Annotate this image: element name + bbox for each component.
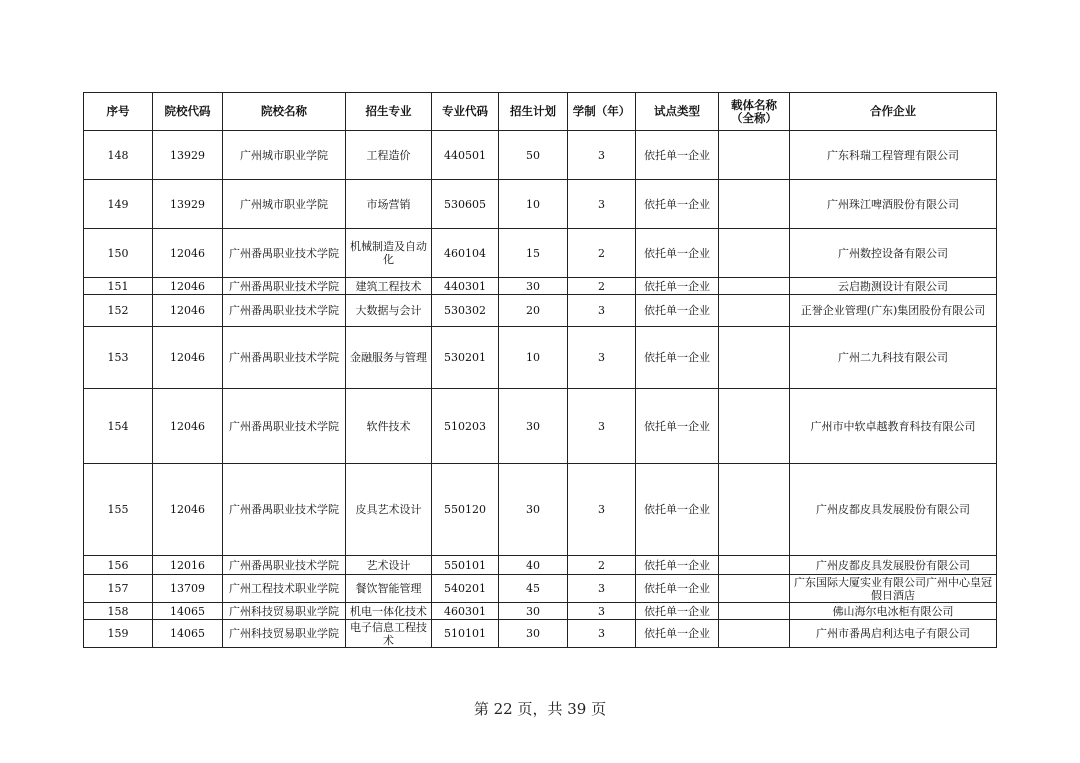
cell-school-code: 13709 [153,575,223,603]
cell-index: 159 [84,620,153,648]
cell-index: 153 [84,327,153,389]
cell-carrier-name [719,464,790,556]
cell-enrollment-plan: 30 [499,464,568,556]
col-header-index: 序号 [84,93,153,131]
cell-school-code: 12046 [153,229,223,278]
cell-major: 市场营销 [346,180,432,229]
cell-pilot-type: 依托单一企业 [636,620,719,648]
cell-major: 皮具艺术设计 [346,464,432,556]
cell-school-code: 14065 [153,620,223,648]
cell-school-name: 广州番禺职业技术学院 [223,556,346,575]
col-header-pilot-type: 试点类型 [636,93,719,131]
cell-enrollment-plan: 40 [499,556,568,575]
cell-enrollment-plan: 30 [499,389,568,464]
cell-duration: 2 [568,229,636,278]
cell-school-name: 广州城市职业学院 [223,180,346,229]
cell-partner-company: 广州二九科技有限公司 [790,327,997,389]
cell-pilot-type: 依托单一企业 [636,131,719,180]
cell-duration: 2 [568,278,636,295]
cell-index: 157 [84,575,153,603]
cell-duration: 3 [568,131,636,180]
cell-duration: 2 [568,556,636,575]
cell-school-name: 广州科技贸易职业学院 [223,620,346,648]
cell-school-name: 广州科技贸易职业学院 [223,603,346,620]
table-row [84,229,997,278]
cell-major-code: 530302 [432,295,499,327]
table-row [84,327,997,389]
table-row [84,464,997,556]
cell-major: 餐饮智能管理 [346,575,432,603]
cell-major-code: 510203 [432,389,499,464]
cell-major: 软件技术 [346,389,432,464]
cell-carrier-name [719,327,790,389]
cell-school-code: 12046 [153,464,223,556]
cell-enrollment-plan: 10 [499,180,568,229]
cell-school-name: 广州城市职业学院 [223,131,346,180]
cell-partner-company: 广州市番禺启利达电子有限公司 [790,620,997,648]
table-row [84,620,997,648]
cell-major-code: 530201 [432,327,499,389]
cell-enrollment-plan: 30 [499,603,568,620]
col-header-major: 招生专业 [346,93,432,131]
cell-school-code: 13929 [153,180,223,229]
cell-carrier-name [719,389,790,464]
cell-carrier-name [719,131,790,180]
cell-index: 155 [84,464,153,556]
cell-partner-company: 广州皮都皮具发展股份有限公司 [790,464,997,556]
cell-index: 148 [84,131,153,180]
cell-carrier-name [719,556,790,575]
cell-major: 金融服务与管理 [346,327,432,389]
cell-carrier-name [719,295,790,327]
cell-pilot-type: 依托单一企业 [636,229,719,278]
cell-pilot-type: 依托单一企业 [636,295,719,327]
cell-major-code: 460104 [432,229,499,278]
col-header-partner-company: 合作企业 [790,93,997,131]
cell-pilot-type: 依托单一企业 [636,464,719,556]
cell-major-code: 550101 [432,556,499,575]
col-header-carrier-name: 载体名称（全称） [719,93,790,131]
cell-partner-company: 广州皮都皮具发展股份有限公司 [790,556,997,575]
cell-enrollment-plan: 20 [499,295,568,327]
cell-index: 156 [84,556,153,575]
cell-school-code: 12046 [153,327,223,389]
cell-carrier-name [719,603,790,620]
cell-major-code: 440301 [432,278,499,295]
cell-school-code: 12046 [153,278,223,295]
col-header-duration: 学制（年） [568,93,636,131]
cell-school-code: 12046 [153,389,223,464]
cell-partner-company: 广州珠江啤酒股份有限公司 [790,180,997,229]
cell-pilot-type: 依托单一企业 [636,603,719,620]
cell-duration: 3 [568,575,636,603]
cell-duration: 3 [568,603,636,620]
cell-major-code: 440501 [432,131,499,180]
cell-school-name: 广州番禺职业技术学院 [223,278,346,295]
cell-duration: 3 [568,295,636,327]
cell-major-code: 550120 [432,464,499,556]
cell-index: 149 [84,180,153,229]
cell-major-code: 510101 [432,620,499,648]
cell-index: 154 [84,389,153,464]
cell-enrollment-plan: 45 [499,575,568,603]
cell-index: 150 [84,229,153,278]
cell-major-code: 530605 [432,180,499,229]
cell-partner-company: 正誉企业管理(广东)集团股份有限公司 [790,295,997,327]
cell-partner-company: 广州数控设备有限公司 [790,229,997,278]
cell-school-name: 广州番禺职业技术学院 [223,389,346,464]
cell-pilot-type: 依托单一企业 [636,389,719,464]
cell-school-code: 14065 [153,603,223,620]
cell-major: 工程造价 [346,131,432,180]
cell-school-code: 13929 [153,131,223,180]
cell-major-code: 540201 [432,575,499,603]
table-row [84,575,997,603]
cell-duration: 3 [568,464,636,556]
cell-duration: 3 [568,620,636,648]
cell-duration: 3 [568,389,636,464]
cell-school-name: 广州番禺职业技术学院 [223,229,346,278]
col-header-school-code: 院校代码 [153,93,223,131]
cell-pilot-type: 依托单一企业 [636,327,719,389]
col-header-enrollment-plan: 招生计划 [499,93,568,131]
cell-partner-company: 广州市中软卓越教育科技有限公司 [790,389,997,464]
cell-index: 158 [84,603,153,620]
cell-index: 152 [84,295,153,327]
cell-pilot-type: 依托单一企业 [636,278,719,295]
cell-enrollment-plan: 50 [499,131,568,180]
cell-major: 艺术设计 [346,556,432,575]
cell-major: 机械制造及自动化 [346,229,432,278]
cell-duration: 3 [568,180,636,229]
cell-school-name: 广州番禺职业技术学院 [223,327,346,389]
page-footer: 第 22 页，共 39 页 [473,700,607,718]
cell-partner-company: 广东科瑞工程管理有限公司 [790,131,997,180]
table-row [84,389,997,464]
cell-carrier-name [719,180,790,229]
cell-partner-company: 佛山海尔电冰柜有限公司 [790,603,997,620]
cell-major: 大数据与会计 [346,295,432,327]
table-row [84,295,997,327]
cell-major: 建筑工程技术 [346,278,432,295]
table-row [84,556,997,575]
cell-pilot-type: 依托单一企业 [636,556,719,575]
cell-major: 电子信息工程技术 [346,620,432,648]
col-header-major-code: 专业代码 [432,93,499,131]
col-header-school-name: 院校名称 [223,93,346,131]
cell-major: 机电一体化技术 [346,603,432,620]
cell-major-code: 460301 [432,603,499,620]
cell-carrier-name [719,278,790,295]
cell-pilot-type: 依托单一企业 [636,575,719,603]
cell-school-name: 广州番禺职业技术学院 [223,464,346,556]
cell-school-name: 广州工程技术职业学院 [223,575,346,603]
header-row [84,93,997,131]
table-row [84,278,997,295]
cell-index: 151 [84,278,153,295]
cell-partner-company: 广东国际大厦实业有限公司广州中心皇冠假日酒店 [790,575,997,603]
table-row [84,180,997,229]
enrollment-table [83,92,997,648]
table-row [84,603,997,620]
cell-enrollment-plan: 15 [499,229,568,278]
cell-school-code: 12046 [153,295,223,327]
cell-carrier-name [719,575,790,603]
cell-school-name: 广州番禺职业技术学院 [223,295,346,327]
cell-enrollment-plan: 10 [499,327,568,389]
cell-school-code: 12016 [153,556,223,575]
table-row [84,131,997,180]
cell-enrollment-plan: 30 [499,278,568,295]
cell-carrier-name [719,620,790,648]
cell-carrier-name [719,229,790,278]
cell-duration: 3 [568,327,636,389]
cell-pilot-type: 依托单一企业 [636,180,719,229]
cell-partner-company: 云启勘测设计有限公司 [790,278,997,295]
cell-enrollment-plan: 30 [499,620,568,648]
